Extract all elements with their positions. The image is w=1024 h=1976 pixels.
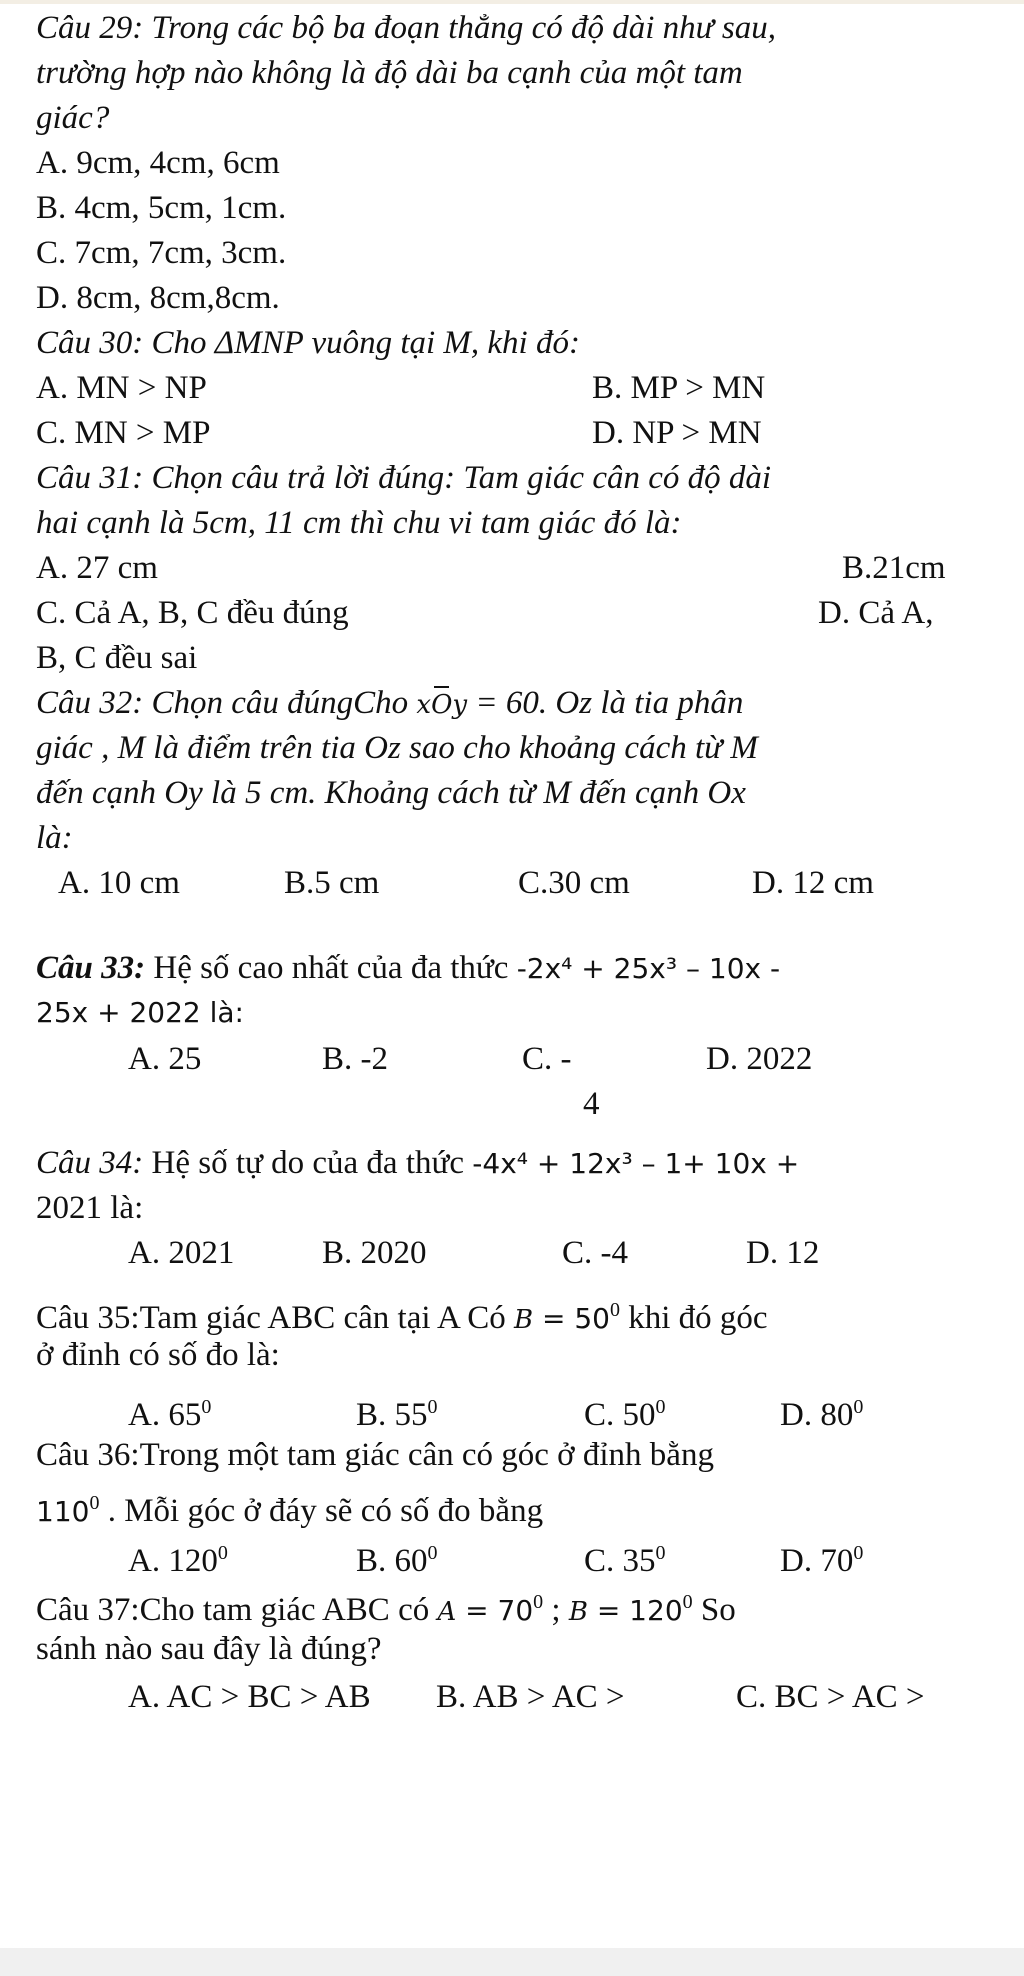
q35-option-a-text: A. 65: [128, 1397, 202, 1433]
q37-line-1-tail: So: [692, 1592, 736, 1628]
q37-option-b: B. AB > AC >: [436, 1679, 625, 1715]
q33-line-1-text: Hệ số cao nhất của đa thức: [145, 950, 517, 986]
q32-option-d: D. 12 cm: [752, 865, 874, 901]
degree-symbol: 0: [655, 1542, 666, 1564]
angle-a-value: = 70: [456, 1594, 534, 1627]
q30-option-c: C. MN > MP: [36, 415, 211, 451]
q36-option-d: [780, 1533, 863, 1581]
degree-symbol: 0: [533, 1591, 544, 1613]
degree-symbol: 0: [682, 1591, 693, 1613]
q29-option-b: B. 4cm, 5cm, 1cm.: [36, 190, 287, 226]
degree-symbol: 0: [853, 1542, 864, 1564]
q34-line-1: [36, 1143, 799, 1184]
q32-line-1-text: Câu 32: Chọn câu đúngCho: [36, 685, 417, 721]
q33-line-2: 25x + 2022 là:: [36, 996, 244, 1029]
q32-option-a: A. 10 cm: [58, 865, 180, 901]
q36-option-d-text: D. 70: [780, 1543, 854, 1579]
angle-b: B: [568, 1597, 588, 1627]
q34-label: Câu 34:: [36, 1145, 144, 1181]
degree-symbol: 0: [609, 1299, 620, 1321]
angle-b-value: = 120: [587, 1594, 683, 1627]
q35-option-c: [584, 1387, 666, 1435]
q35-line-1-tail: khi đó góc: [619, 1300, 768, 1336]
q32-line-3: đến cạnh Oy là 5 cm. Khoảng cách từ M đến cạnh Ox: [36, 775, 746, 811]
angle-var-y: y: [452, 690, 468, 720]
q33-line-1: [36, 948, 780, 989]
angle-vertex-o: O: [431, 685, 452, 725]
q32-line-2: giác , M là điểm trên tia Oz sao cho khoảng cách từ M: [36, 730, 758, 766]
bottom-bar: [0, 1948, 1024, 1976]
q37-line-2: sánh nào sau đây là đúng?: [36, 1631, 382, 1667]
q32-line-4: là:: [36, 820, 73, 856]
q33-polynomial: -2x⁴ + 25x³ – 10x -: [516, 952, 781, 985]
q35-option-c-text: C. 50: [584, 1397, 656, 1433]
q32-option-c: C.30 cm: [518, 865, 630, 901]
q37-line-1: [36, 1582, 736, 1632]
q36-line-2-text: . Mỗi góc ở đáy sẽ có số đo bằng: [99, 1493, 544, 1529]
q36-line-1: Câu 36:Trong một tam giác cân có góc ở đỉnh bằng: [36, 1437, 714, 1473]
q37-line-1-text: Câu 37:Cho tam giác ABC có: [36, 1592, 438, 1628]
q36-option-b-text: B. 60: [356, 1543, 428, 1579]
q32-line-1-tail: = 60. Oz là tia phân: [467, 685, 744, 721]
q30-line-1: Câu 30: Cho ΔMNP vuông tại M, khi đó:: [36, 325, 580, 361]
q35-line-2: ở đỉnh có số đo là:: [36, 1337, 280, 1373]
q36-option-a: [128, 1533, 228, 1581]
angle-a: A: [437, 1597, 457, 1627]
q34-line-2: 2021 là:: [36, 1190, 144, 1226]
q32-line-1: [36, 683, 743, 725]
q29-line-3: giác?: [36, 100, 110, 136]
separator: ;: [543, 1592, 569, 1628]
q37-option-a: A. AC > BC > AB: [128, 1679, 371, 1715]
angle-b-value: = 50: [533, 1302, 610, 1335]
q36-option-c-text: C. 35: [584, 1543, 656, 1579]
q33-option-a: A. 25: [128, 1041, 202, 1077]
q36-option-a-text: A. 120: [128, 1543, 218, 1579]
q35-option-b: [356, 1387, 438, 1435]
degree-symbol: 0: [427, 1542, 438, 1564]
q36-option-c: [584, 1533, 666, 1581]
q31-option-c: C. Cả A, B, C đều đúng: [36, 595, 349, 631]
q30-option-b: B. MP > MN: [592, 370, 766, 406]
q33-option-c: C. -: [522, 1041, 572, 1077]
degree-symbol: 0: [89, 1492, 100, 1514]
q36-option-b: [356, 1533, 438, 1581]
q31-option-d: D. Cả A,: [818, 595, 934, 631]
q34-option-a: A. 2021: [128, 1235, 235, 1271]
q32-option-b: B.5 cm: [284, 865, 380, 901]
degree-symbol: 0: [201, 1396, 212, 1418]
q34-option-d: D. 12: [746, 1235, 820, 1271]
q36-angle-value: 110: [36, 1495, 90, 1528]
q29-option-d: D. 8cm, 8cm,8cm.: [36, 280, 280, 316]
q31-option-d-continued: B, C đều sai: [36, 640, 198, 676]
q30-option-a: A. MN > NP: [36, 370, 207, 406]
q34-option-c: C. -4: [562, 1235, 628, 1271]
q29-option-a: A. 9cm, 4cm, 6cm: [36, 145, 280, 181]
degree-symbol: 0: [655, 1396, 666, 1418]
q33-label: Câu 33:: [36, 950, 146, 986]
angle-var-x: x: [416, 690, 432, 720]
q31-line-1: Câu 31: Chọn câu trả lời đúng: Tam giác cân có độ dài: [36, 460, 772, 496]
top-border: [0, 0, 1024, 4]
q29-option-c: C. 7cm, 7cm, 3cm.: [36, 235, 287, 271]
q31-option-b: B.21cm: [842, 550, 946, 586]
q33-option-c-continued: 4: [583, 1086, 600, 1122]
q33-option-b: B. -2: [322, 1041, 388, 1077]
q35-option-d: [780, 1387, 863, 1435]
q37-option-c: C. BC > AC >: [736, 1679, 925, 1715]
q31-line-2: hai cạnh là 5cm, 11 cm thì chu vi tam giác đó là:: [36, 505, 682, 541]
q34-option-b: B. 2020: [322, 1235, 427, 1271]
degree-symbol: 0: [853, 1396, 864, 1418]
degree-symbol: 0: [217, 1542, 228, 1564]
q35-line-1-text: Câu 35:Tam giác ABC cân tại A Có: [36, 1300, 514, 1336]
q36-line-2: [36, 1483, 543, 1532]
q35-option-a: [128, 1387, 211, 1435]
angle-b: B: [513, 1305, 534, 1335]
q29-line-1: Câu 29: Trong các bộ ba đoạn thẳng có độ dài như sau,: [36, 10, 777, 46]
degree-symbol: 0: [427, 1396, 438, 1418]
q35-option-b-text: B. 55: [356, 1397, 428, 1433]
q31-option-a: A. 27 cm: [36, 550, 158, 586]
q30-option-d: D. NP > MN: [592, 415, 762, 451]
q29-line-2: trường hợp nào không là độ dài ba cạnh của một tam: [36, 55, 743, 91]
q33-option-d: D. 2022: [706, 1041, 813, 1077]
q35-line-1: [36, 1290, 768, 1340]
q35-option-d-text: D. 80: [780, 1397, 854, 1433]
q34-line-1-text: Hệ số tự do của đa thức: [143, 1145, 473, 1181]
q34-polynomial: -4x⁴ + 12x³ – 1+ 10x +: [472, 1147, 800, 1180]
